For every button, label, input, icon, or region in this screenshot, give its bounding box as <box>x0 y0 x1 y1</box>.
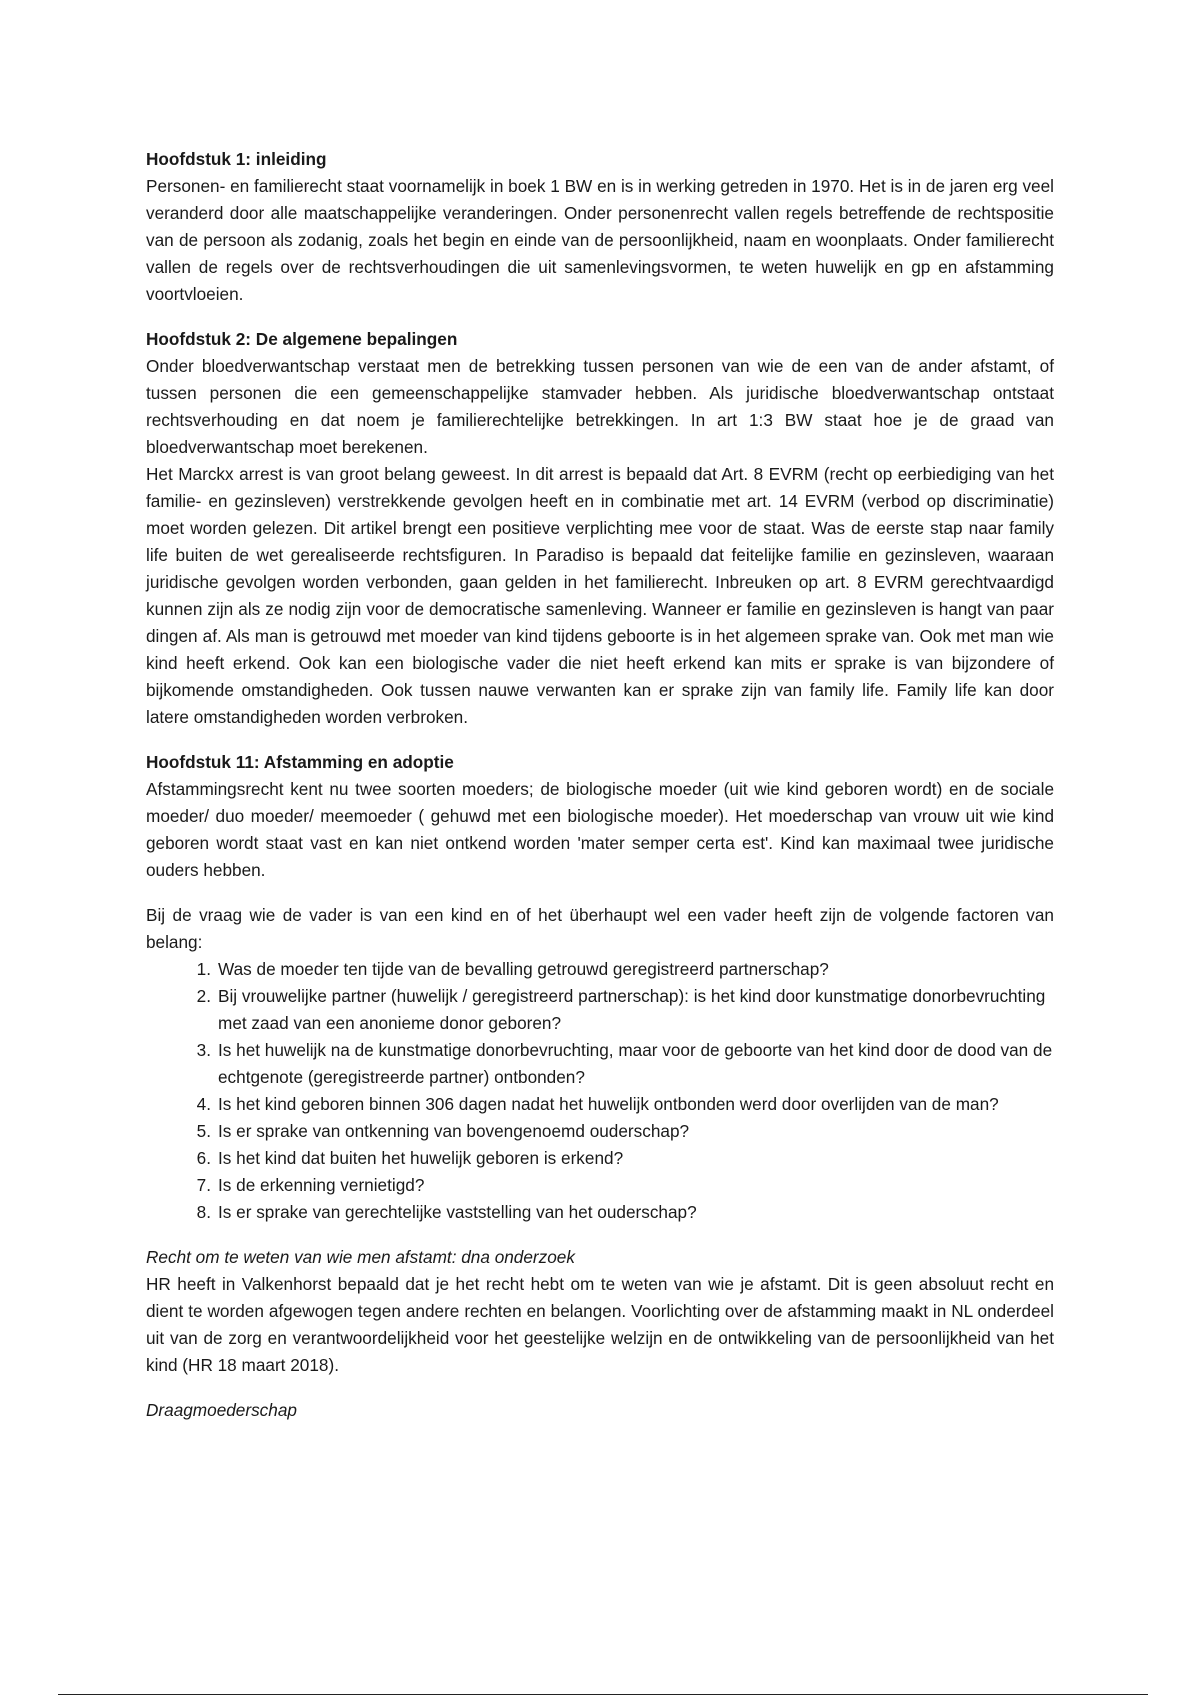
list-item-text: Is er sprake van ontkenning van bovengenoemd ouderschap? <box>218 1121 690 1141</box>
list-item-number: 5. <box>196 1121 211 1141</box>
chapter-2-paragraph-2: Het Marckx arrest is van groot belang geweest. In dit arrest is bepaald dat Art. 8 EVRM (recht op eerbiediging van het familie- en gezinsleven) verstrekkende gevolgen heeft en in combinatie met art. 14 EVRM (verbod op discriminatie) moet worden gelezen. Dit artikel brengt een positieve verplichting mee voor de staat. Was de eerste stap naar family life buiten de wet gerealiseerde rechtsfiguren. In Paradiso is bepaald dat feitelijke familie en gezinsleven, waaraan juridische gevolgen worden verbonden, gaan gelden in het familierecht. Inbreuken op art. 8 EVRM gerechtvaardigd kunnen zijn als ze nodig zijn voor de democratische samenleving. Wanneer er familie en gezinsleven is hangt van paar dingen af. Als man is getrouwd met moeder van kind tijdens geboorte is in het algemeen sprake van. Ook met man wie kind heeft erkend. Ook kan een biologische vader die niet heeft erkend kan mits er sprake is van bijzondere of bijkomende omstandigheden. Ook tussen nauwe verwanten kan er sprake zijn van family life. Family life kan door latere omstandigheden worden verbroken. <box>146 464 1054 727</box>
list-item <box>196 1037 1054 1091</box>
chapter-2-paragraph-1: Onder bloedverwantschap verstaat men de betrekking tussen personen van wie de een van de ander afstamt, of tussen personen die een gemeenschappelijke stamvader hebben. Als juridische bloedverwantschap ontstaat rechtsverhouding en dat noem je familierechtelijke betrekkingen. In art 1:3 BW staat hoe je de graad van bloedverwantschap moet berekenen. <box>146 356 1054 457</box>
list-item-text: Is de erkenning vernietigd? <box>218 1175 425 1195</box>
list-item <box>196 983 1054 1037</box>
chapter-11-paragraph-2: Bij de vraag wie de vader is van een kind en of het überhaupt wel een vader heeft zijn de volgende factoren van belang: <box>146 905 1054 952</box>
list-item-text: Is er sprake van gerechtelijke vaststelling van het ouderschap? <box>218 1202 697 1222</box>
section-chapter-11 <box>146 749 1054 1424</box>
list-item-number: 3. <box>196 1040 211 1060</box>
factors-list <box>146 956 1054 1226</box>
page-bottom-rule <box>58 1694 1148 1695</box>
list-item <box>196 1091 1054 1118</box>
list-item <box>196 1118 1054 1145</box>
list-item-number: 6. <box>196 1148 211 1168</box>
list-item-number: 8. <box>196 1202 211 1222</box>
chapter-11-heading: Hoofdstuk 11: Afstamming en adoptie <box>146 752 454 772</box>
list-item <box>196 1145 1054 1172</box>
document-body <box>146 146 1054 1442</box>
surrogacy-subheading: Draagmoederschap <box>146 1400 297 1420</box>
list-item <box>196 956 1054 983</box>
list-item-text: Bij vrouwelijke partner (huwelijk / geregistreerd partnerschap): is het kind door kunstmatige donorbevruchting met zaad van een anonieme donor geboren? <box>218 986 1046 1033</box>
list-item-number: 4. <box>196 1094 211 1114</box>
list-item-text: Was de moeder ten tijde van de bevalling getrouwd geregistreerd partnerschap? <box>218 959 829 979</box>
chapter-1-heading: Hoofdstuk 1: inleiding <box>146 149 327 169</box>
list-item <box>196 1172 1054 1199</box>
list-item-text: Is het kind geboren binnen 306 dagen nadat het huwelijk ontbonden werd door overlijden van de man? <box>218 1094 999 1114</box>
list-item-number: 2. <box>196 986 211 1006</box>
section-chapter-2 <box>146 326 1054 731</box>
list-item-text: Is het kind dat buiten het huwelijk geboren is erkend? <box>218 1148 624 1168</box>
chapter-11-paragraph-1: Afstammingsrecht kent nu twee soorten moeders; de biologische moeder (uit wie kind geboren wordt) en de sociale moeder/ duo moeder/ meemoeder ( gehuwd met een biologische moeder). Het moederschap van vrouw uit wie kind geboren wordt staat vast en kan niet ontkend worden 'mater semper certa est'. Kind kan maximaal twee juridische ouders hebben. <box>146 779 1054 880</box>
dna-research-paragraph: HR heeft in Valkenhorst bepaald dat je het recht hebt om te weten van wie je afstamt. Dit is geen absoluut recht en dient te worden afgewogen tegen andere rechten en belangen. Voorlichting over de afstamming maakt in NL onderdeel uit van de zorg en verantwoordelijkheid voor het geestelijke welzijn en de ontwikkeling van de persoonlijkheid van het kind (HR 18 maart 2018). <box>146 1274 1054 1375</box>
chapter-1-paragraph: Personen- en familierecht staat voornamelijk in boek 1 BW en is in werking getreden in 1970. Het is in de jaren erg veel veranderd door alle maatschappelijke veranderingen. Onder personenrecht vallen regels betreffende de rechtspositie van de persoon als zodanig, zoals het begin en einde van de persoonlijkheid, naam en woonplaats. Onder familierecht vallen de regels over de rechtsverhoudingen die uit samenlevingsvormen, te weten huwelijk en gp en afstamming voortvloeien. <box>146 176 1054 304</box>
list-item-number: 1. <box>196 959 211 979</box>
dna-research-subheading: Recht om te weten van wie men afstamt: dna onderzoek <box>146 1247 575 1267</box>
list-item-text: Is het huwelijk na de kunstmatige donorbevruchting, maar voor de geboorte van het kind door de dood van de echtgenote (geregistreerde partner) ontbonden? <box>218 1040 1053 1087</box>
chapter-2-heading: Hoofdstuk 2: De algemene bepalingen <box>146 329 458 349</box>
list-item-number: 7. <box>196 1175 211 1195</box>
section-chapter-1 <box>146 146 1054 308</box>
list-item <box>196 1199 1054 1226</box>
